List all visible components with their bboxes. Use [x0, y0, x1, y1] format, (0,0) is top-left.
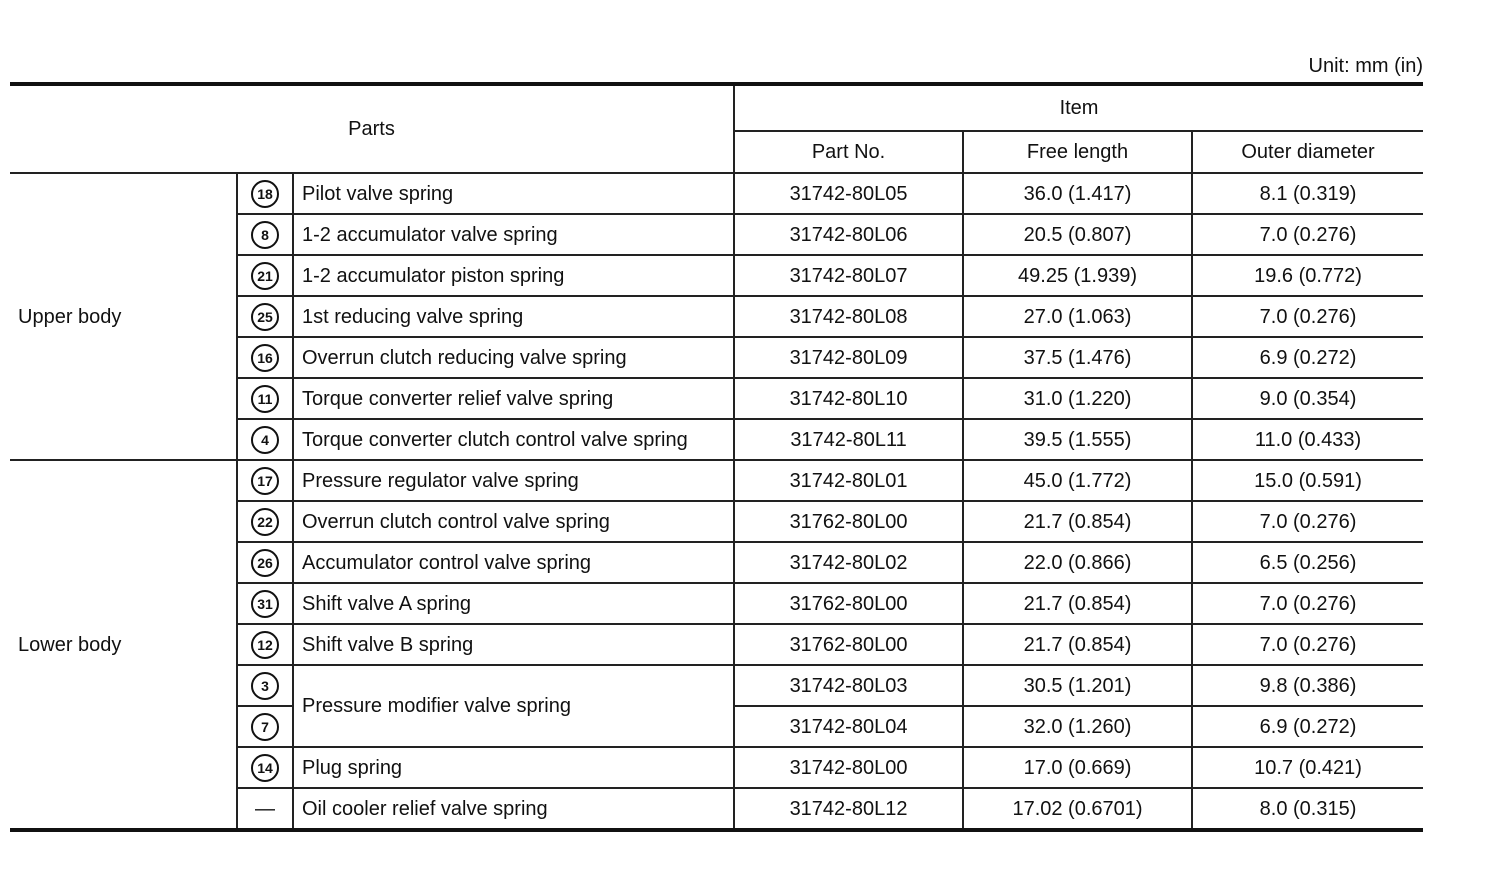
part-name: Pressure regulator valve spring	[293, 460, 734, 501]
part-number: 31742-80L11	[734, 419, 963, 460]
table-row	[10, 173, 1423, 214]
outer-diameter: 7.0 (0.276)	[1192, 501, 1423, 542]
outer-diameter: 9.8 (0.386)	[1192, 665, 1423, 706]
part-number: 31762-80L00	[734, 501, 963, 542]
outer-diameter: 6.9 (0.272)	[1192, 337, 1423, 378]
free-length: 31.0 (1.220)	[963, 378, 1192, 419]
ref-number-circle: 17	[251, 467, 279, 495]
header-row-1	[10, 84, 1423, 131]
ref-number-circle: 31	[251, 590, 279, 618]
free-length: 32.0 (1.260)	[963, 706, 1192, 747]
part-name: Shift valve A spring	[293, 583, 734, 624]
outer-diameter: 7.0 (0.276)	[1192, 583, 1423, 624]
outer-diameter: 15.0 (0.591)	[1192, 460, 1423, 501]
part-number: 31742-80L04	[734, 706, 963, 747]
part-name: Accumulator control valve spring	[293, 542, 734, 583]
free-length: 39.5 (1.555)	[963, 419, 1192, 460]
free-length: 36.0 (1.417)	[963, 173, 1192, 214]
ref-number-circle: 12	[251, 631, 279, 659]
free-length: 49.25 (1.939)	[963, 255, 1192, 296]
free-length: 20.5 (0.807)	[963, 214, 1192, 255]
free-length: 45.0 (1.772)	[963, 460, 1192, 501]
ref-number-circle: 3	[251, 672, 279, 700]
free-length: 21.7 (0.854)	[963, 624, 1192, 665]
part-name: Plug spring	[293, 747, 734, 788]
ref-number-circle: 4	[251, 426, 279, 454]
ref-number-circle: 21	[251, 262, 279, 290]
part-no-header: Part No.	[734, 131, 963, 173]
free-length: 22.0 (0.866)	[963, 542, 1192, 583]
part-name: 1-2 accumulator valve spring	[293, 214, 734, 255]
part-name: Overrun clutch control valve spring	[293, 501, 734, 542]
free-length: 17.02 (0.6701)	[963, 788, 1192, 830]
outer-diameter: 7.0 (0.276)	[1192, 214, 1423, 255]
outer-diameter: 7.0 (0.276)	[1192, 296, 1423, 337]
outer-diameter: 11.0 (0.433)	[1192, 419, 1423, 460]
ref-number-circle: 11	[251, 385, 279, 413]
part-number: 31742-80L01	[734, 460, 963, 501]
part-number: 31742-80L03	[734, 665, 963, 706]
free-length: 37.5 (1.476)	[963, 337, 1192, 378]
part-number: 31762-80L00	[734, 624, 963, 665]
outer-diameter: 6.5 (0.256)	[1192, 542, 1423, 583]
part-number: 31742-80L12	[734, 788, 963, 830]
free-length: 27.0 (1.063)	[963, 296, 1192, 337]
group-lower-body: Lower body	[10, 460, 237, 830]
outer-diameter: 6.9 (0.272)	[1192, 706, 1423, 747]
ref-number-circle: 8	[251, 221, 279, 249]
part-number: 31742-80L05	[734, 173, 963, 214]
part-name: Overrun clutch reducing valve spring	[293, 337, 734, 378]
table-row	[10, 460, 1423, 501]
outer-diameter: 8.0 (0.315)	[1192, 788, 1423, 830]
part-name: Shift valve B spring	[293, 624, 734, 665]
ref-number-circle: 16	[251, 344, 279, 372]
part-name: Torque converter relief valve spring	[293, 378, 734, 419]
outer-diameter: 9.0 (0.354)	[1192, 378, 1423, 419]
ref-number-circle: 14	[251, 754, 279, 782]
parts-header: Parts	[348, 118, 395, 140]
free-length: 21.7 (0.854)	[963, 501, 1192, 542]
free-length: 17.0 (0.669)	[963, 747, 1192, 788]
part-number: 31742-80L08	[734, 296, 963, 337]
outer-diameter: 19.6 (0.772)	[1192, 255, 1423, 296]
part-number: 31742-80L06	[734, 214, 963, 255]
part-number: 31742-80L10	[734, 378, 963, 419]
part-name: 1-2 accumulator piston spring	[293, 255, 734, 296]
item-header: Item	[734, 84, 1423, 131]
outer-diameter: 10.7 (0.421)	[1192, 747, 1423, 788]
part-number: 31742-80L00	[734, 747, 963, 788]
free-length-header: Free length	[963, 131, 1192, 173]
part-number: 31742-80L02	[734, 542, 963, 583]
part-name: Torque converter clutch control valve spring	[293, 419, 734, 460]
outer-diameter-header: Outer diameter	[1192, 131, 1423, 173]
ref-number-circle: 7	[251, 713, 279, 741]
ref-number-circle: 25	[251, 303, 279, 331]
ref-number-circle: 26	[251, 549, 279, 577]
unit-label: Unit: mm (in)	[1308, 55, 1423, 77]
part-name: Oil cooler relief valve spring	[293, 788, 734, 830]
free-length: 21.7 (0.854)	[963, 583, 1192, 624]
part-number: 31742-80L09	[734, 337, 963, 378]
ref-number-circle: 18	[251, 180, 279, 208]
part-number: 31742-80L07	[734, 255, 963, 296]
part-number: 31762-80L00	[734, 583, 963, 624]
free-length: 30.5 (1.201)	[963, 665, 1192, 706]
ref-dash: —	[255, 797, 275, 820]
group-upper-body: Upper body	[10, 173, 237, 460]
outer-diameter: 7.0 (0.276)	[1192, 624, 1423, 665]
spring-spec-table	[10, 82, 1423, 832]
part-name: Pressure modifier valve spring	[293, 665, 734, 747]
part-name: 1st reducing valve spring	[293, 296, 734, 337]
ref-number-circle: 22	[251, 508, 279, 536]
outer-diameter: 8.1 (0.319)	[1192, 173, 1423, 214]
part-name: Pilot valve spring	[293, 173, 734, 214]
